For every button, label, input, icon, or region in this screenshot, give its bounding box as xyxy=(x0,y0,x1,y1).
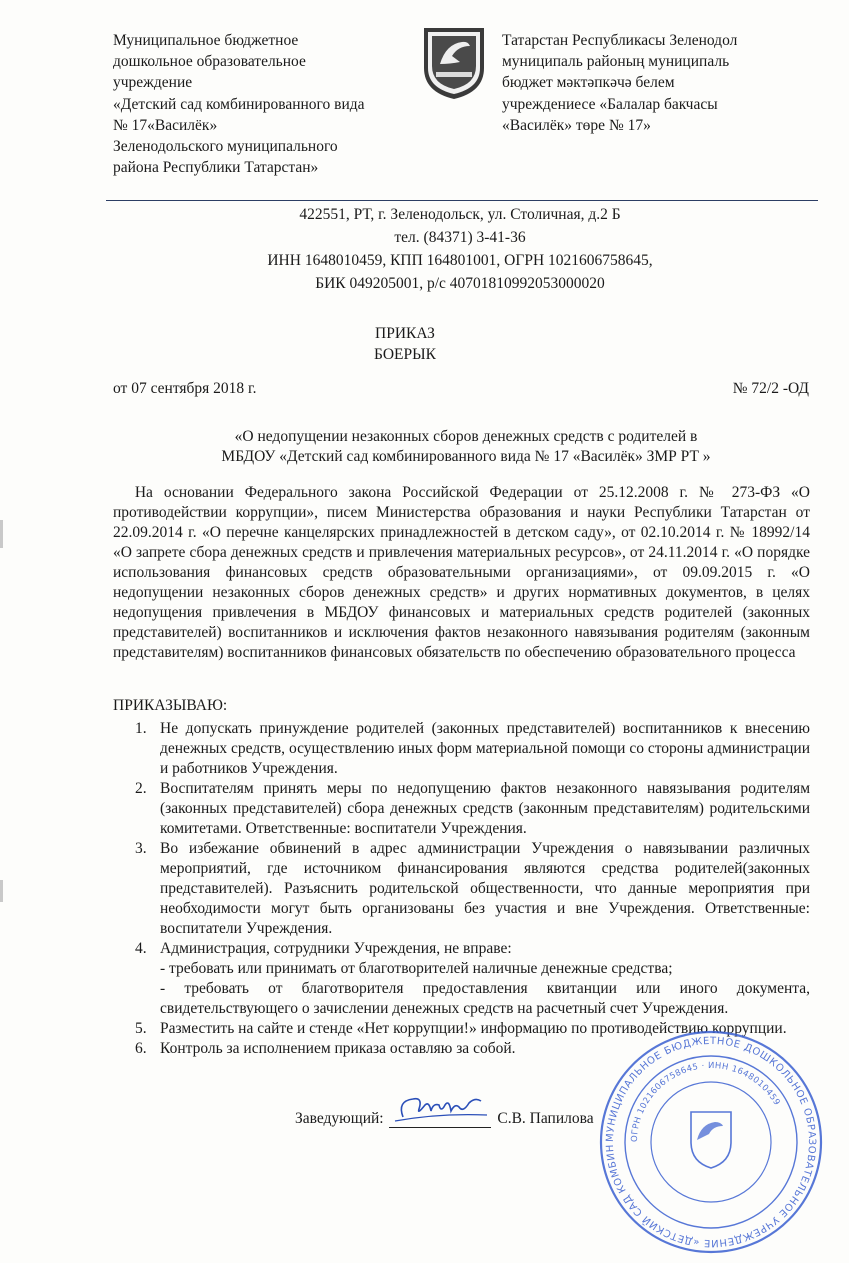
requisites-line: ИНН 1648010459, КПП 164801001, ОГРН 1021606758645, xyxy=(267,252,653,269)
item-text: Во избежание обвинений в адрес администрации Учреждения о навязывании различных мероприятий, где источником финансирования являются средства родителей(законных представителей). Разъяснить родительской общественности, что данные мероприятия при необходимости могут быть организованы без участия и вне Учреждения. Ответственные: воспитатели Учреждения. xyxy=(160,840,810,937)
preamble-text: На основании Федерального закона Российской Федерации от 25.12.2008 г. № 273-ФЗ «О противодействии коррупции», писем Министерства образования и науки Республики Татарстан от 22.09.2014 г. «О перечне канцелярских принадлежностей в детском саду», от 02.10.2014 г. № 18992/14 «О запрете сбора денежных средств и привлечения материальных ресурсов», от 24.11.2014 г. «О порядке использования финансовых средств образовательными организациями», от 09.09.2015 г. «О недопущении незаконных сборов денежных средств» и других нормативных документов, в целях недопущения привлечения в МБДОУ финансовых и материальных средств родителей (законных представителей) воспитанников и исключения фактов незаконного навязывания родителям (законным представителям) воспитанников финансовых обязательств по обеспечению образовательного процесса xyxy=(113,484,810,661)
title-tt: БОЕРЫК xyxy=(374,346,436,363)
header-left-line: Зеленодольского муниципального xyxy=(113,138,338,156)
scan-artifact xyxy=(0,880,3,902)
address-block xyxy=(110,203,810,295)
item-number: 3. xyxy=(135,840,147,857)
subject-line: МБДОУ «Детский сад комбинированного вида № 17 «Василёк» ЗМР РТ » xyxy=(221,448,711,465)
header-right-line: бюджет мәктәпкәчә белем xyxy=(502,74,675,92)
header-left-line: дошкольное образовательное xyxy=(113,53,306,71)
item-number: 6. xyxy=(135,1040,147,1057)
list-item xyxy=(113,839,810,939)
list-item xyxy=(113,939,810,1019)
document-title xyxy=(300,323,510,365)
item-text: Администрация, сотрудники Учреждения, не вправе: xyxy=(160,940,512,957)
item-text: Воспитателям принять меры по недопущению фактов незаконного навязывания родителям (законных представителей) сбора денежных средств (законным представителям) родительскими комитетами. Ответственные: воспитатели Учреждения. xyxy=(160,780,810,837)
preamble-paragraph xyxy=(113,483,810,663)
signature-label: Заведующий: xyxy=(295,1110,384,1127)
date-number-line xyxy=(113,380,809,398)
header-right-line: учреждениесе «Балалар бакчасы xyxy=(502,95,718,113)
header-right-line: муниципаль районың муниципаль xyxy=(502,53,730,71)
title-ru: ПРИКАЗ xyxy=(375,325,435,342)
bank-line: БИК 049205001, р/с 40701810992053000020 xyxy=(315,275,605,292)
city-emblem-icon xyxy=(414,22,494,102)
item-text: Не допускать принуждение родителей (законных представителей) воспитанников к внесению денежных средств, осуществлению иных форм материальной помощи со стороны администрации и работников Учреждения. xyxy=(160,720,810,777)
list-item xyxy=(113,719,810,779)
header-right-line: «Василёк» төре № 17» xyxy=(502,116,651,134)
stamp-outer-text: МУНИЦИПАЛЬНОЕ БЮДЖЕТНОЕ ДОШКОЛЬНОЕ ОБРАЗОВАТЕЛЬНОЕ УЧРЕЖДЕНИЕ «ДЕТСКИЙ САД КОМБИН xyxy=(604,1035,818,1249)
scan-artifact xyxy=(0,520,3,548)
header-left-line: «Детский сад комбинированного вида xyxy=(113,95,365,113)
subject-line: «О недопущении незаконных сборов денежных средств с родителей в xyxy=(234,428,698,445)
document-date: от 07 сентября 2018 г. xyxy=(113,380,257,397)
stamp-inner-text: ОГРН 1021606758645 · ИНН 1648010459 xyxy=(629,1060,782,1143)
item-text: Разместить на сайте и стенде «Нет коррупции!» информацию по противодействию коррупции. xyxy=(160,1020,787,1037)
header-right-line: Татарстан Республикасы Зеленодол xyxy=(502,32,738,49)
signatory-name: С.В. Папилова xyxy=(497,1110,594,1127)
address-line: 422551, РТ, г. Зеленодольск, ул. Столичная, д.2 Б xyxy=(299,206,621,223)
header-left-org-name xyxy=(113,30,413,178)
item-number: 2. xyxy=(135,780,147,797)
phone-line: тел. (84371) 3-41-36 xyxy=(394,229,526,246)
item-subpoint: - требовать от благотворителя предоставления квитанции или иного документа, свидетельствующего о зачислении денежных средств на расчетный счет Учреждения. xyxy=(160,980,810,1017)
stamp-seal-icon xyxy=(597,1028,825,1258)
handwritten-signature-icon xyxy=(389,1091,491,1125)
signature-line xyxy=(295,1110,594,1128)
item-number: 4. xyxy=(135,940,147,957)
header-right-org-name xyxy=(502,30,832,136)
list-item xyxy=(113,779,810,839)
header-left-line: Муниципальное бюджетное xyxy=(113,32,299,49)
header-left-line: № 17«Василёк» xyxy=(113,116,218,134)
official-stamp xyxy=(597,1028,825,1249)
item-subpoint: - требовать или принимать от благотворителей наличные денежные средства; xyxy=(160,960,673,977)
document-subject xyxy=(110,427,822,467)
order-items-list xyxy=(113,719,810,1059)
header-left-line: учреждение xyxy=(113,74,193,92)
header-left-line: района Республики Татарстан» xyxy=(113,159,319,177)
item-number: 1. xyxy=(135,720,147,737)
header-divider xyxy=(106,200,818,201)
document-number: № 72/2 -ОД xyxy=(732,380,809,397)
order-heading: ПРИКАЗЫВАЮ: xyxy=(113,697,228,714)
item-text: Контроль за исполнением приказа оставляю за собой. xyxy=(160,1040,516,1057)
signature-field xyxy=(389,1111,491,1128)
item-number: 5. xyxy=(135,1020,147,1037)
